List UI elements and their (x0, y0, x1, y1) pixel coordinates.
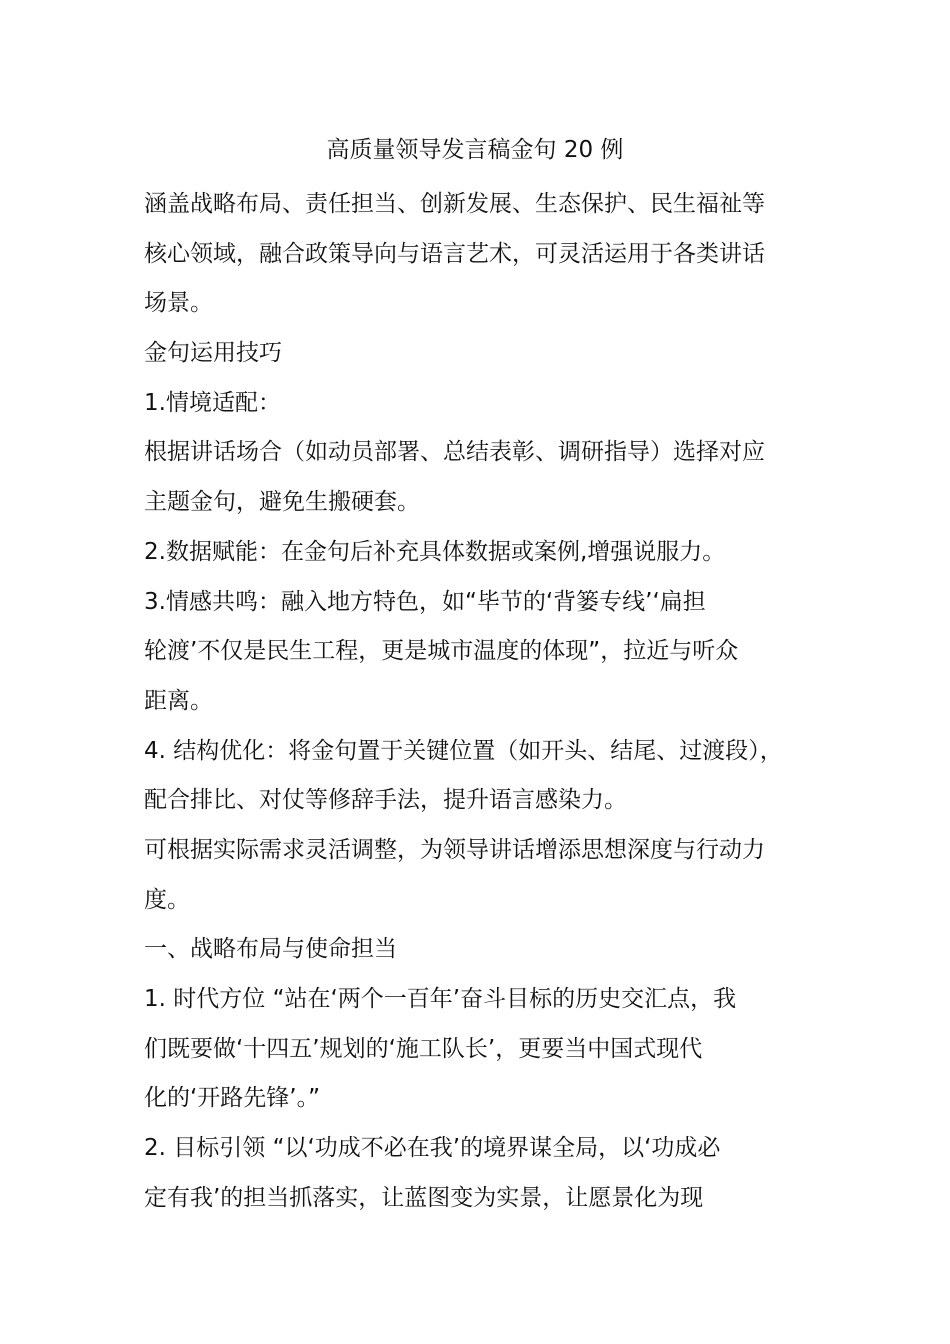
body-line: 场景。 (144, 290, 213, 317)
body-line: 化的‘开路先锋’。” (144, 1085, 321, 1112)
body-line: 根据讲话场合（如动员部署、总结表彰、调研指导）选择对应 (144, 439, 765, 466)
body-line: 配合排比、对仗等修辞手法，提升语言感染力。 (144, 787, 627, 814)
body-line: 主题金句，避免生搬硬套。 (144, 489, 420, 516)
body-line: 轮渡’不仅是民生工程，更是城市温度的体现”，拉近与听众 (144, 638, 739, 665)
body-line: 4. 结构优化：将金句置于关键位置（如开头、结尾、过渡段）， (144, 737, 783, 764)
body-line: 可根据实际需求灵活调整，为领导讲话增添思想深度与行动力 (144, 836, 765, 863)
body-line: 2. 目标引领 “以‘功成不必在我’的境界谋全局，以‘功成必 (144, 1135, 721, 1162)
body-line: 涵盖战略布局、责任担当、创新发展、生态保护、民生福祉等 (144, 191, 765, 217)
body-line: 2.数据赋能：在金句后补充具体数据或案例,增强说服力。 (144, 538, 726, 565)
body-line: 们既要做‘十四五’规划的‘施工队长’，更要当中国式现代 (144, 1035, 703, 1062)
body-line: 核心领域，融合政策导向与语言艺术，可灵活运用于各类讲话 (144, 240, 765, 267)
section-heading: 金句运用技巧 (144, 340, 282, 367)
body-line: 度。 (144, 886, 190, 913)
body-line: 1.情境适配： (144, 389, 281, 416)
section-heading: 一、战略布局与使命担当 (144, 936, 397, 963)
body-line: 3.情感共鸣：融入地方特色，如“毕节的‘背篓专线’‘扁担 (144, 588, 706, 615)
body-line: 距离。 (144, 687, 213, 714)
body-line: 定有我’的担当抓落实，让蓝图变为实景，让愿景化为现 (144, 1184, 704, 1211)
document-title: 高质量领导发言稿金句 20 例 (326, 137, 624, 163)
document-body (144, 180, 824, 1223)
body-line: 1. 时代方位 “站在‘两个一百年’奋斗目标的历史交汇点，我 (144, 986, 737, 1012)
